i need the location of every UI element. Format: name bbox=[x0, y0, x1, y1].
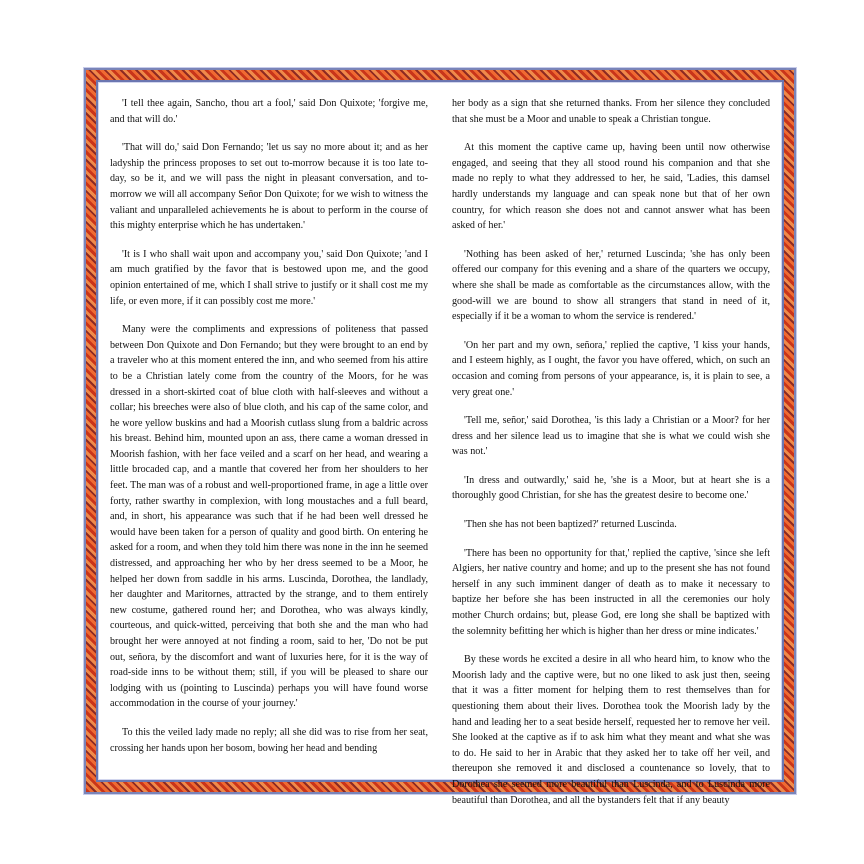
paragraph: At this moment the captive came up, having been until now otherwise engaged, and seeing that they all stood round his companion and that she made no reply to what they addressed to her, he said, 'Ladies, this damsel hardly understands my language and can speak none but that of her own country, for which reason she does not and cannot answer what has been asked of her.' bbox=[452, 142, 770, 232]
paragraph: 'Then she has not been baptized?' returned Luscinda. bbox=[464, 519, 677, 531]
paragraph: her body as a sign that she returned thanks. From her silence they concluded that she must be a Moor and unable to speak a Christian tongue. bbox=[452, 98, 770, 125]
paragraph: 'It is I who shall wait upon and accompany you,' said Don Quixote; 'and I am much gratified by the favor that is bestowed upon me, and the good opinion entertained of me, which I shall strive to justify or it shall cost me my life, or even more, if it can possibly cost me more.' bbox=[110, 248, 428, 307]
right-column bbox=[452, 96, 770, 806]
paragraph: 'In dress and outwardly,' said he, 'she is a Moor, but at heart she is a thoroughly good Christian, for she has the greatest desire to become one.' bbox=[452, 474, 770, 502]
paragraph: 'Nothing has been asked of her,' returned Luscinda; 'she has only been offered our company for this evening and a share of the quarters we occupy, where she shall be made as comfortable as the circumstances allow, with the good-will we are bound to show all strangers that stand in need of it, especially if it be a woman to whom the service is rendered.' bbox=[452, 248, 770, 323]
paragraph: To this the veiled lady made no reply; all she did was to rise from her seat, crossing her hands upon her bosom, bowing her head and bending bbox=[110, 726, 428, 754]
paragraph: Many were the compliments and expressions of politeness that passed between Don Quixote and Don Fernando; but they were brought to an end by a traveler who at this moment entered the inn, and who seemed from his attire to be a Christian lately come from the country of the Moors, for he was dressed in a short-skirted coat of blue cloth with half-sleeves and without a collar; his breeches were also of blue cloth, and his cap of the same color, and he wore yellow buskins and had a Moorish cutlass slung from a baldric across his breast. Behind him, mounted upon an ass, there came a woman dressed in Moorish fashion, with her face veiled and a scarf on her head, and wearing a little brocaded cap, and a mantle that covered her from her shoulders to her feet. The man was of a robust and well-proportioned frame, in age a little over forty, rather swarthy in complexion, with long moustaches and a full beard, and, in short, his appearance was such that if he had been well dressed he would have been taken for a person of quality and good birth. On entering he asked for a room, and when they told him there was none in the inn he seemed distressed, and approaching her who by her dress seemed to be a Moor, he helped her down from saddle in his arms. Luscinda, Dorothea, the landlady, her daughter and Maritornes, attracted by the strange, and to them entirely new costume, gathered round her; and Dorothea, who was always kindly, courteous, and quick-witted, perceiving that both she and the man who had brought her were annoyed at not finding a room, said to her, 'Do not be put out, señora, by the discomfort and want of luxuries here, for it is the way of road-side inns to be without them; still, if you will be pleased to share our lodging with us (pointing to Luscinda) perhaps you will have found worse accommodation in the course of your journey.' bbox=[110, 324, 428, 710]
paragraph: 'Tell me, señor,' said Dorothea, 'is this lady a Christian or a Moor? for her dress and her silence lead us to imagine that she is what we could wish she was not.' bbox=[452, 415, 770, 458]
paragraph: 'On her part and my own, señora,' replied the captive, 'I kiss your hands, and I esteem highly, as I ought, the favor you have offered, which, on such an occasion and coming from persons of your appearance, is, it is plain to see, a very great one.' bbox=[452, 339, 770, 398]
paragraph: 'There has been no opportunity for that,' replied the captive, 'since she left Algiers, her native country and home; and up to the present she has not found herself in any such imminent danger of death as to make it necessary to baptize her before she has been instructed in all the ceremonies our holy mother Church ordains; but, please God, ere long she shall be baptized with the solemnity befitting her which is higher than her dress or mine indicates.' bbox=[452, 547, 770, 637]
paragraph: By these words he excited a desire in all who heard him, to know who the Moorish lady and the captive were, but no one liked to ask just then, seeing that it was a fitter moment for helping them to rest themselves than for questioning them about their lives. Dorothea took the Moorish lady by the hand and leading her to a seat beside herself, requested her to remove her veil. She looked at the captive as if to ask him what they meant and what she was to do. He said to her in Arabic that they asked her to take off her veil, and thereupon she removed it and disclosed a countenance so lovely, that to Dorothea she seemed more beautiful than Luscinda, and to Luscinda more beautiful than Dorothea, and all the bystanders felt that if any beauty bbox=[452, 654, 770, 806]
left-column bbox=[110, 96, 428, 768]
paragraph: 'I tell thee again, Sancho, thou art a fool,' said Don Quixote; 'forgive me, and that will do.' bbox=[110, 98, 428, 125]
book-page bbox=[110, 96, 770, 806]
paragraph: 'That will do,' said Don Fernando; 'let us say no more about it; and as her ladyship the princess proposes to set out to-morrow because it is too late to-day, so be it, and we will pass the night in pleasant conversation, and to-morrow we will all accompany Señor Don Quixote; for we wish to witness the valiant and unparalleled achievements he is about to perform in the course of this mighty enterprise which he has undertaken.' bbox=[110, 142, 428, 232]
